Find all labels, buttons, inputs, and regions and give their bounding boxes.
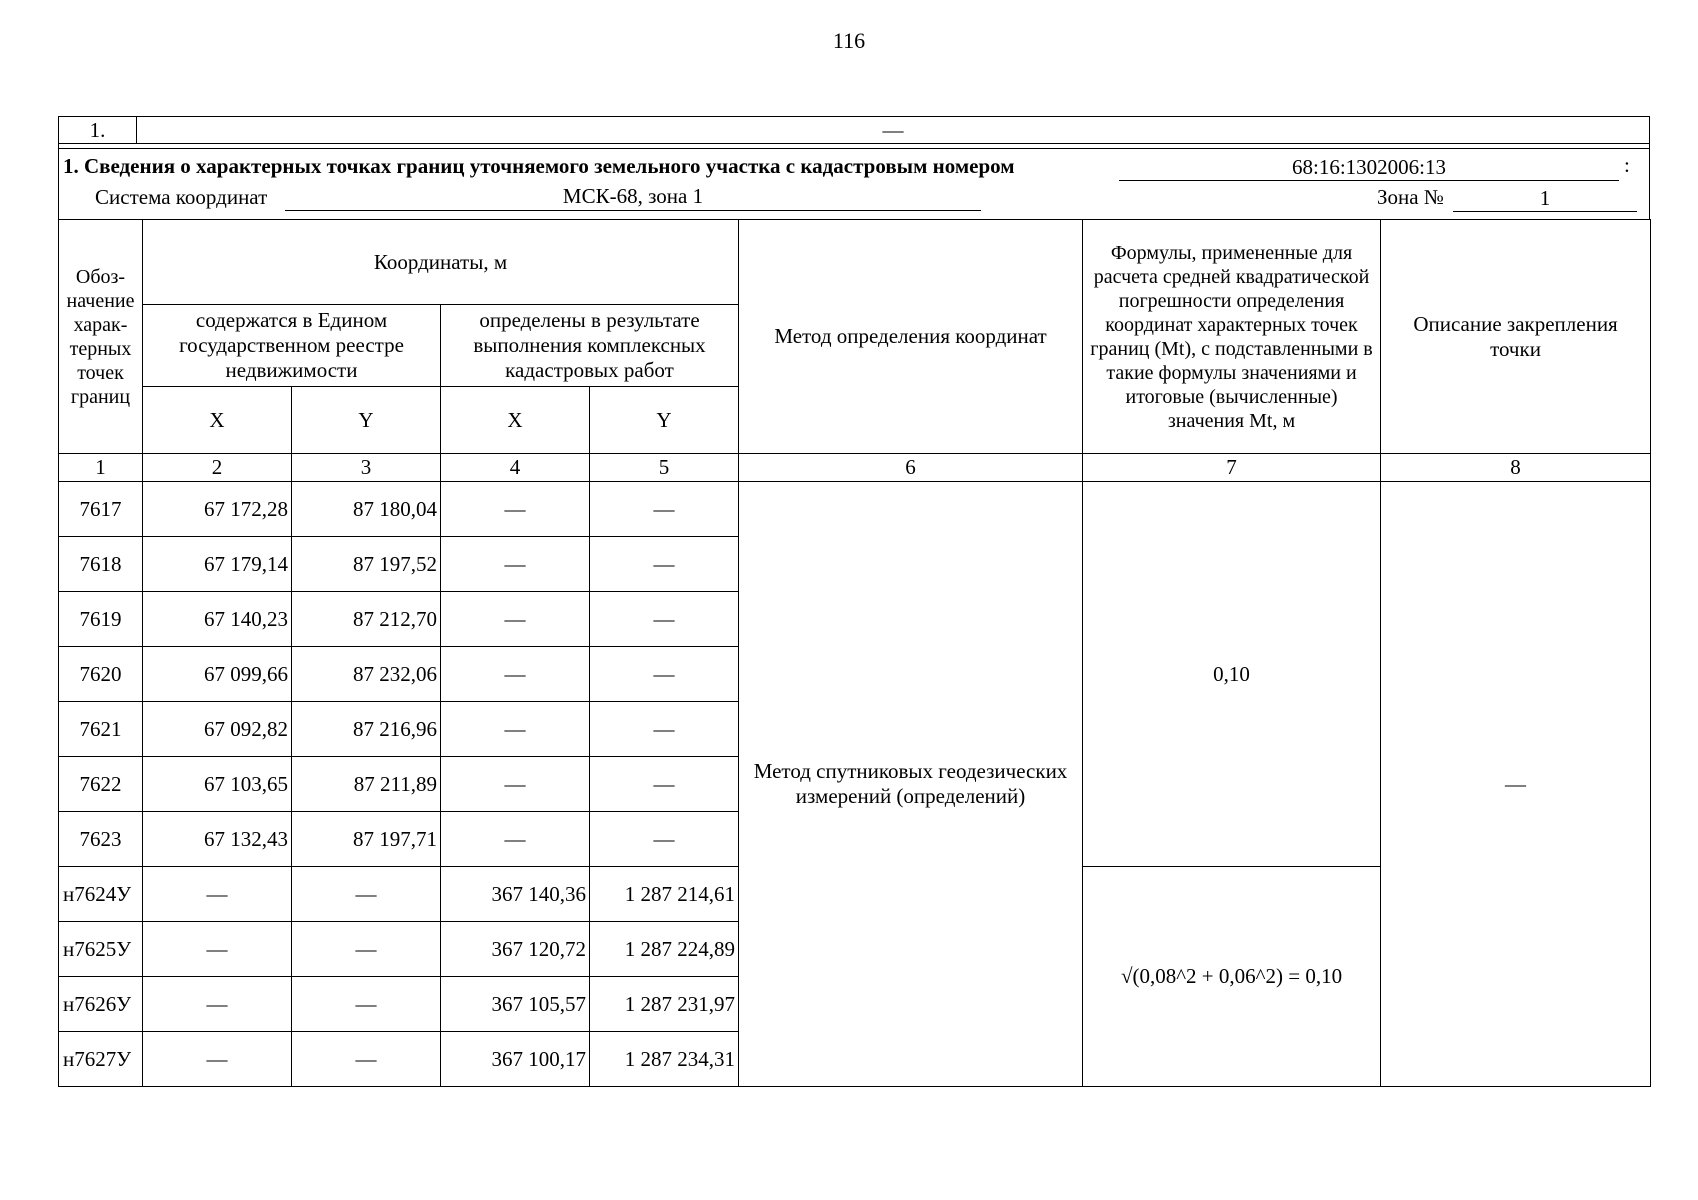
section-header xyxy=(58,148,1650,219)
determined-y: — xyxy=(590,647,739,702)
column-number: 3 xyxy=(292,454,441,482)
egrn-y: — xyxy=(292,922,441,977)
top-row-value: — xyxy=(137,117,1650,144)
egrn-y: 87 212,70 xyxy=(292,592,441,647)
determined-y: — xyxy=(590,812,739,867)
determined-x: — xyxy=(441,537,590,592)
egrn-y: — xyxy=(292,867,441,922)
method-value: Метод спутниковых геодезических измерений (определений) xyxy=(739,482,1083,1087)
point-id: 7621 xyxy=(59,702,143,757)
points-table xyxy=(58,219,1651,1087)
column-number: 8 xyxy=(1381,454,1651,482)
egrn-y: 87 180,04 xyxy=(292,482,441,537)
determined-y: 1 287 214,61 xyxy=(590,867,739,922)
header-coords: Координаты, м xyxy=(143,220,739,305)
determined-y: — xyxy=(590,592,739,647)
header-description: Описание закрепления точки xyxy=(1381,220,1651,454)
column-numbers-row xyxy=(59,454,1651,482)
determined-x: — xyxy=(441,482,590,537)
egrn-y: — xyxy=(292,977,441,1032)
egrn-y: 87 197,71 xyxy=(292,812,441,867)
point-id: н7626У xyxy=(59,977,143,1032)
column-number: 4 xyxy=(441,454,590,482)
egrn-x: 67 172,28 xyxy=(143,482,292,537)
column-number: 7 xyxy=(1083,454,1381,482)
egrn-x: 67 132,43 xyxy=(143,812,292,867)
header-determined: определены в результате выполнения комплексных кадастровых работ xyxy=(441,305,739,387)
cadastral-colon: : xyxy=(1624,153,1630,177)
header-egrn: содержатся в Едином государственном реестре недвижимости xyxy=(143,305,441,387)
point-id: 7620 xyxy=(59,647,143,702)
egrn-x: 67 103,65 xyxy=(143,757,292,812)
determined-x: — xyxy=(441,592,590,647)
egrn-y: 87 232,06 xyxy=(292,647,441,702)
top-row-table xyxy=(58,116,1650,144)
determined-x: — xyxy=(441,812,590,867)
egrn-y: 87 211,89 xyxy=(292,757,441,812)
egrn-x: 67 179,14 xyxy=(143,537,292,592)
page-number: 116 xyxy=(832,28,866,53)
determined-x: — xyxy=(441,647,590,702)
egrn-x: 67 092,82 xyxy=(143,702,292,757)
determined-x: — xyxy=(441,702,590,757)
egrn-y: 87 197,52 xyxy=(292,537,441,592)
point-id: н7627У xyxy=(59,1032,143,1087)
egrn-y: — xyxy=(292,1032,441,1087)
header-y-determined: Y xyxy=(590,387,739,454)
column-number: 1 xyxy=(59,454,143,482)
egrn-x: — xyxy=(143,922,292,977)
point-id: 7617 xyxy=(59,482,143,537)
cadastral-number: 68:16:1302006:13 xyxy=(1119,155,1619,181)
header-formulas: Формулы, примененные для расчета средней квадратической погрешности определения координат характерных точек границ (Mt), с подставленными в такие формулы значениями и итоговые (вычисленные) значения Mt, м xyxy=(1083,220,1381,454)
document-frame xyxy=(58,116,1650,1087)
mt-value-2: √(0,08^2 + 0,06^2) = 0,10 xyxy=(1083,867,1381,1087)
header-method: Метод определения координат xyxy=(739,220,1083,454)
egrn-x: — xyxy=(143,977,292,1032)
determined-x: 367 105,57 xyxy=(441,977,590,1032)
point-id: н7625У xyxy=(59,922,143,977)
point-id: 7622 xyxy=(59,757,143,812)
column-number: 2 xyxy=(143,454,292,482)
determined-y: — xyxy=(590,482,739,537)
table-row xyxy=(59,482,1651,537)
point-id: 7619 xyxy=(59,592,143,647)
egrn-x: — xyxy=(143,867,292,922)
column-number: 5 xyxy=(590,454,739,482)
determined-x: 367 120,72 xyxy=(441,922,590,977)
top-row-index: 1. xyxy=(59,117,137,144)
mt-value-1: 0,10 xyxy=(1083,482,1381,867)
determined-x: 367 100,17 xyxy=(441,1032,590,1087)
section-title: 1. Сведения о характерных точках границ уточняемого земельного участка с кадастровым номером xyxy=(63,154,1015,178)
egrn-y: 87 216,96 xyxy=(292,702,441,757)
egrn-x: — xyxy=(143,1032,292,1087)
egrn-x: 67 099,66 xyxy=(143,647,292,702)
header-designation: Обоз-начение харак-терных точек границ xyxy=(59,220,143,454)
description-value: — xyxy=(1381,482,1651,1087)
determined-y: 1 287 234,31 xyxy=(590,1032,739,1087)
determined-x: — xyxy=(441,757,590,812)
coord-system-value: МСК-68, зона 1 xyxy=(285,184,981,211)
coord-system-label: Система координат xyxy=(95,185,268,209)
zone-value: 1 xyxy=(1453,186,1637,212)
header-x-determined: X xyxy=(441,387,590,454)
determined-y: 1 287 224,89 xyxy=(590,922,739,977)
point-id: 7618 xyxy=(59,537,143,592)
egrn-x: 67 140,23 xyxy=(143,592,292,647)
zone-label: Зона № xyxy=(1377,185,1444,209)
header-y-egrn: Y xyxy=(292,387,441,454)
determined-y: — xyxy=(590,702,739,757)
determined-x: 367 140,36 xyxy=(441,867,590,922)
determined-y: 1 287 231,97 xyxy=(590,977,739,1032)
header-x-egrn: X xyxy=(143,387,292,454)
determined-y: — xyxy=(590,537,739,592)
point-id: н7624У xyxy=(59,867,143,922)
column-number: 6 xyxy=(739,454,1083,482)
point-id: 7623 xyxy=(59,812,143,867)
determined-y: — xyxy=(590,757,739,812)
